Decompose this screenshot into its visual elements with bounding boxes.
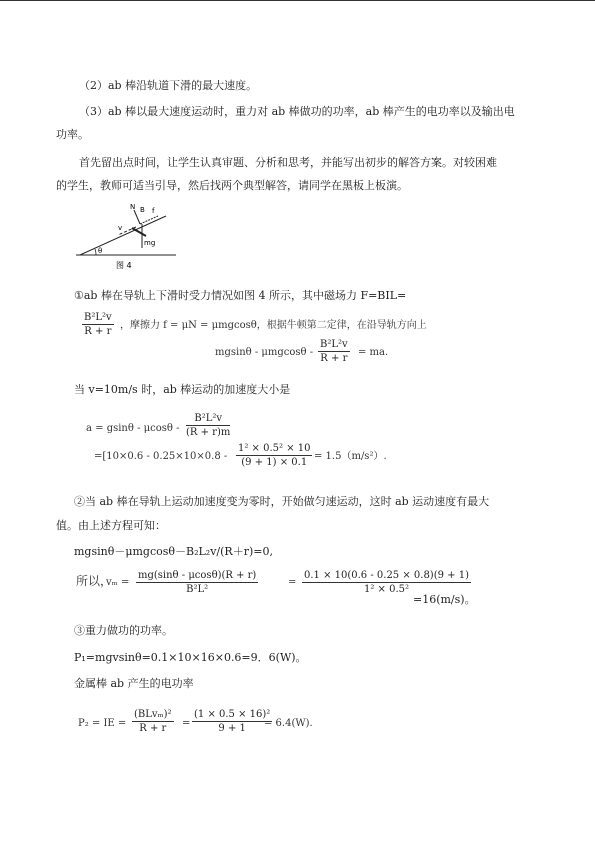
- p2-numeric-fraction: [192, 709, 272, 734]
- fraction-denominator: R + r: [84, 326, 112, 337]
- accel-lhs: a = gsinθ - μcosθ -: [86, 423, 180, 434]
- fraction-denominator: (9 + 1) × 0.1: [241, 457, 308, 468]
- intro-line2: 的学生，教师可适当引导，然后找两个典型解答，请同学在黑板上板演。: [56, 179, 408, 192]
- fraction-denominator: B²L²: [186, 584, 209, 595]
- fraction-numerator: 0.1 × 10(0.6 - 0.25 × 0.8)(9 + 1): [304, 570, 469, 581]
- vm-label: vₘ =: [106, 577, 130, 588]
- p2-equals: =: [182, 718, 191, 729]
- friction-arrow: [140, 216, 158, 224]
- vm-numeric-fraction: [302, 570, 471, 595]
- accel-line2-right: = 1.5（m/s²）.: [314, 451, 387, 462]
- fraction-numerator: (BLvₘ)²: [134, 709, 172, 720]
- incline-line: [80, 216, 166, 255]
- p2-result: = 6.4(W).: [264, 718, 313, 729]
- top-rule: [0, 0, 595, 1]
- theta-arc: [95, 249, 96, 255]
- label-v: v: [118, 224, 123, 232]
- vm-equals: =: [288, 577, 297, 588]
- question-3-line1: （3）ab 棒以最大速度运动时，重力对 ab 棒做功的功率，ab 棒产生的电功率以及输出电: [79, 105, 515, 118]
- figure-caption: 图 4: [116, 261, 132, 270]
- fraction-denominator: R + r: [139, 723, 167, 734]
- question-2: （2）ab 棒沿轨道下滑的最大速度。: [79, 79, 258, 92]
- vm-fraction: [136, 570, 258, 595]
- label-f: f: [152, 207, 155, 215]
- label-theta: θ: [98, 247, 103, 255]
- friction-text: ，摩擦力 f = μN = μmgcosθ，根据牛顿第二定律，在沿导轨方向上: [120, 320, 427, 331]
- fraction-numerator: B²L²v: [186, 413, 230, 426]
- accel-fraction: [186, 413, 230, 438]
- fraction-numerator: B²L²v: [320, 339, 348, 350]
- so-label: 所以，: [76, 574, 113, 588]
- step1-text: ①ab 棒在导轨上下滑时受力情况如图 4 所示，其中磁场力 F=BIL=: [74, 289, 407, 302]
- rod-ab: [132, 228, 146, 236]
- fraction-denominator: R + r: [320, 353, 348, 364]
- label-n: N: [130, 203, 136, 211]
- vm-result: =16(m/s)。: [413, 593, 476, 606]
- fraction-denominator: 1² × 0.5²: [363, 584, 409, 595]
- p2-fraction: [132, 709, 174, 734]
- step2-line2: 值。由上述方程可知：: [56, 519, 166, 532]
- step2-line1: ②当 ab 棒在导轨上运动加速度变为零时，开始做匀速运动，这时 ab 运动速度有最大: [74, 495, 490, 508]
- accel-line2-fraction: [236, 443, 312, 468]
- newton-fraction: [318, 339, 350, 364]
- fraction-denominator: (R + r)m: [186, 427, 231, 438]
- incline-force-diagram: [74, 200, 184, 276]
- step3-title: ③重力做功的功率。: [74, 624, 173, 637]
- question-3-line2: 功率。: [56, 128, 89, 141]
- label-b: B: [140, 206, 145, 214]
- accel-intro: 当 v=10m/s 时，ab 棒运动的加速度大小是: [74, 383, 291, 396]
- gravity-power: P₁=mgvsinθ=0.1×10×16×0.6=9．6(W)。: [74, 651, 307, 664]
- fraction-numerator: mg(sinθ - μcosθ)(R + r): [138, 570, 257, 581]
- intro-line1: 首先留出点时间，让学生认真审题、分析和思考，并能写出初步的解答方案。对较困难: [79, 156, 497, 169]
- fraction-numerator: 1² × 0.5² × 10: [238, 443, 311, 454]
- fraction-numerator: B²L²v: [84, 312, 112, 323]
- metal-rod-title: 金属棒 ab 产生的电功率: [74, 677, 194, 690]
- label-mg: mg: [144, 239, 156, 247]
- newton-lhs: mgsinθ - μmgcosθ -: [215, 347, 314, 358]
- fraction-denominator: 9 + 1: [218, 723, 246, 734]
- step2-equation: mgsinθ－μmgcosθ－B₂L₂v/(R＋r)=0,: [74, 545, 273, 558]
- magnetic-force-fraction: [82, 312, 114, 337]
- accel-line2-left: =[10×0.6 - 0.25×10×0.8 -: [94, 451, 228, 462]
- p2-lhs: P₂ = IE =: [78, 718, 127, 729]
- fraction-numerator: (1 × 0.5 × 16)²: [194, 709, 271, 720]
- newton-rhs: = ma.: [358, 347, 389, 358]
